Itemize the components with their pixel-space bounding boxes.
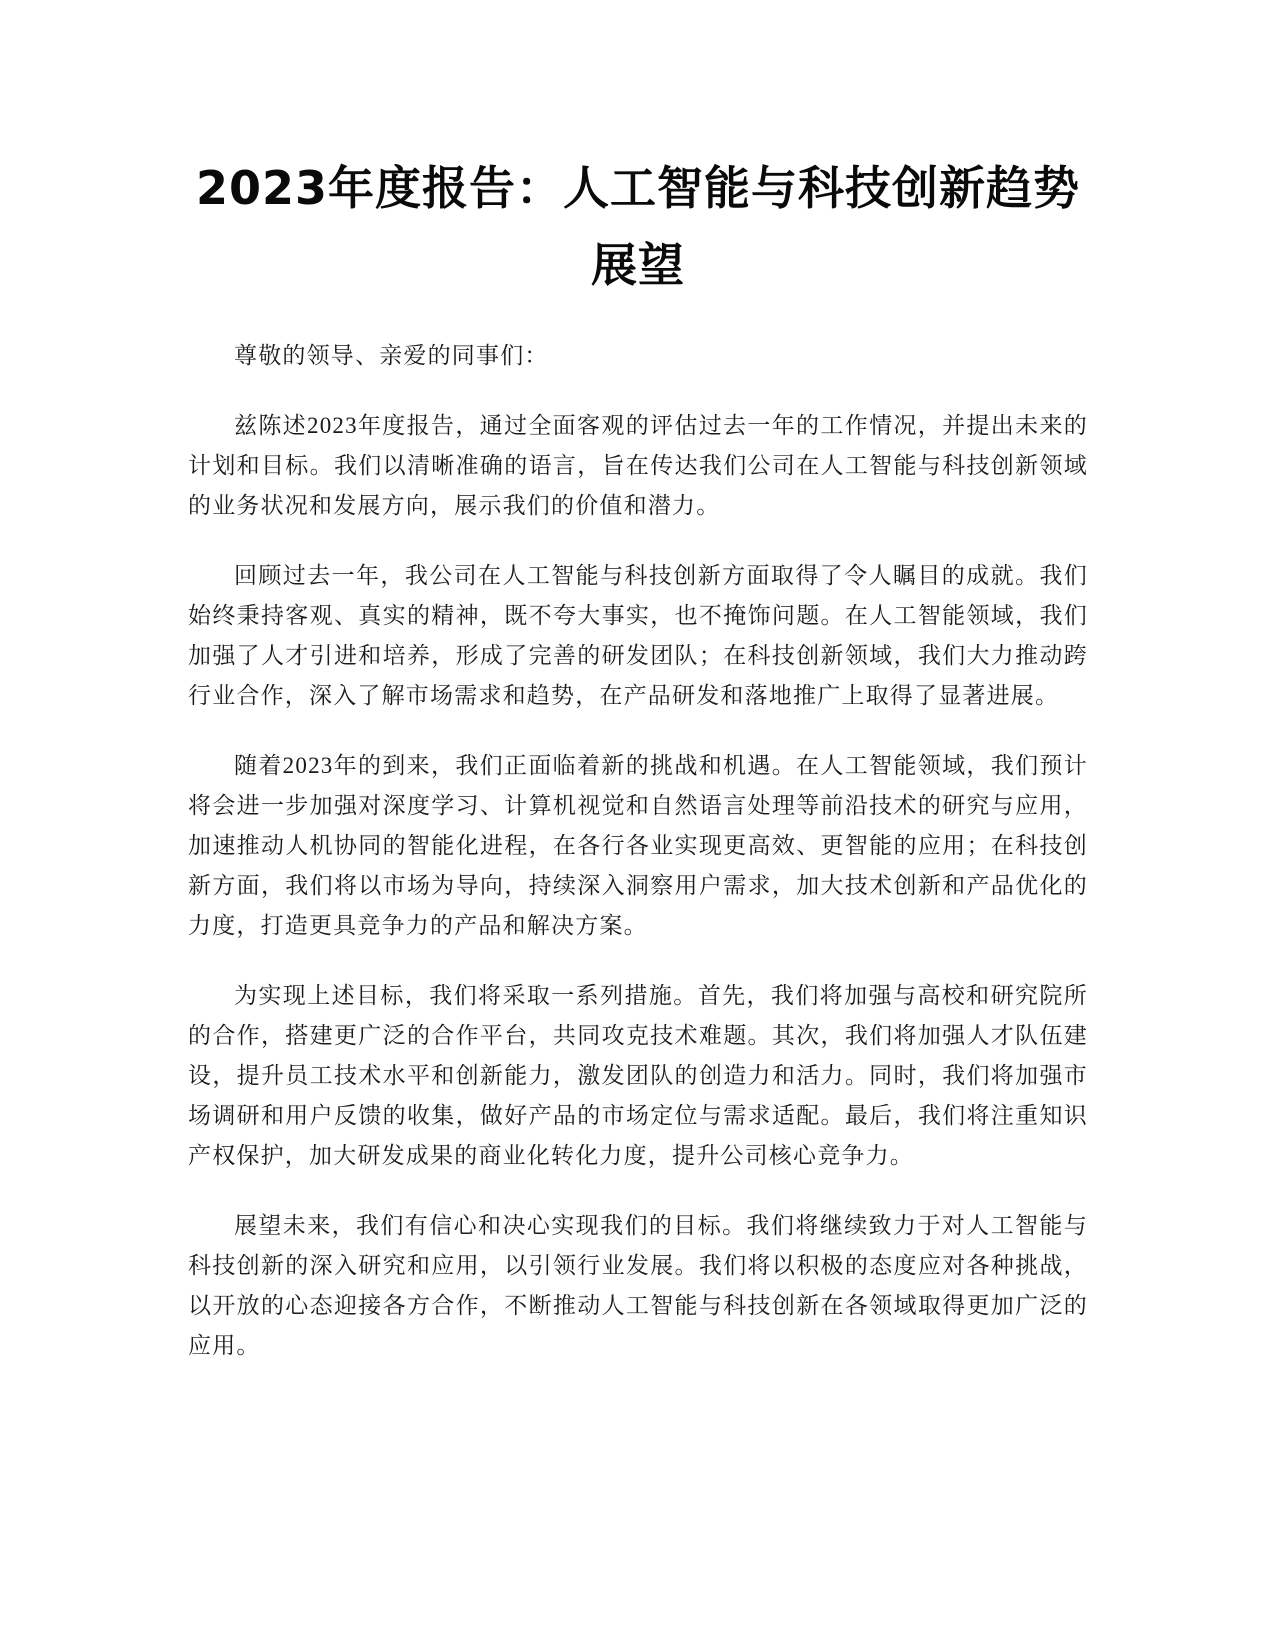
review-paragraph: 回顾过去一年，我公司在人工智能与科技创新方面取得了令人瞩目的成就。我们始终秉持客观、真实的精神，既不夸大事实，也不掩饰问题。在人工智能领域，我们加强了人才引进和培养，形成了完善的研发团队；在科技创新领域，我们大力推动跨行业合作，深入了解市场需求和趋势，在产品研发和落地推广上取得了显著进展。: [188, 563, 1088, 708]
document-content: [188, 150, 1088, 1396]
document-title: 2023年度报告：人工智能与科技创新趋势展望: [195, 161, 1081, 292]
outlook-2023-paragraph: 随着2023年的到来，我们正面临着新的挑战和机遇。在人工智能领域，我们预计将会进一步加强对深度学习、计算机视觉和自然语言处理等前沿技术的研究与应用，加速推动人机协同的智能化进程，在各行各业实现更高效、更智能的应用；在科技创新方面，我们将以市场为导向，持续深入洞察用户需求，加大技术创新和产品优化的力度，打造更具竞争力的产品和解决方案。: [188, 753, 1088, 938]
salutation-paragraph: 尊敬的领导、亲爱的同事们：: [234, 343, 549, 368]
future-paragraph: 展望未来，我们有信心和决心实现我们的目标。我们将继续致力于对人工智能与科技创新的深入研究和应用，以引领行业发展。我们将以积极的态度应对各种挑战，以开放的心态迎接各方合作，不断推动人工智能与科技创新在各领域取得更加广泛的应用。: [188, 1213, 1088, 1358]
intro-paragraph: 兹陈述2023年度报告，通过全面客观的评估过去一年的工作情况，并提出未来的计划和目标。我们以清晰准确的语言，旨在传达我们公司在人工智能与科技创新领域的业务状况和发展方向，展示我们的价值和潜力。: [188, 413, 1088, 518]
document-body: [188, 336, 1088, 1366]
measures-paragraph: 为实现上述目标，我们将采取一系列措施。首先，我们将加强与高校和研究院所的合作，搭建更广泛的合作平台，共同攻克技术难题。其次，我们将加强人才队伍建设，提升员工技术水平和创新能力，激发团队的创造力和活力。同时，我们将加强市场调研和用户反馈的收集，做好产品的市场定位与需求适配。最后，我们将注重知识产权保护，加大研发成果的商业化转化力度，提升公司核心竞争力。: [188, 983, 1088, 1168]
